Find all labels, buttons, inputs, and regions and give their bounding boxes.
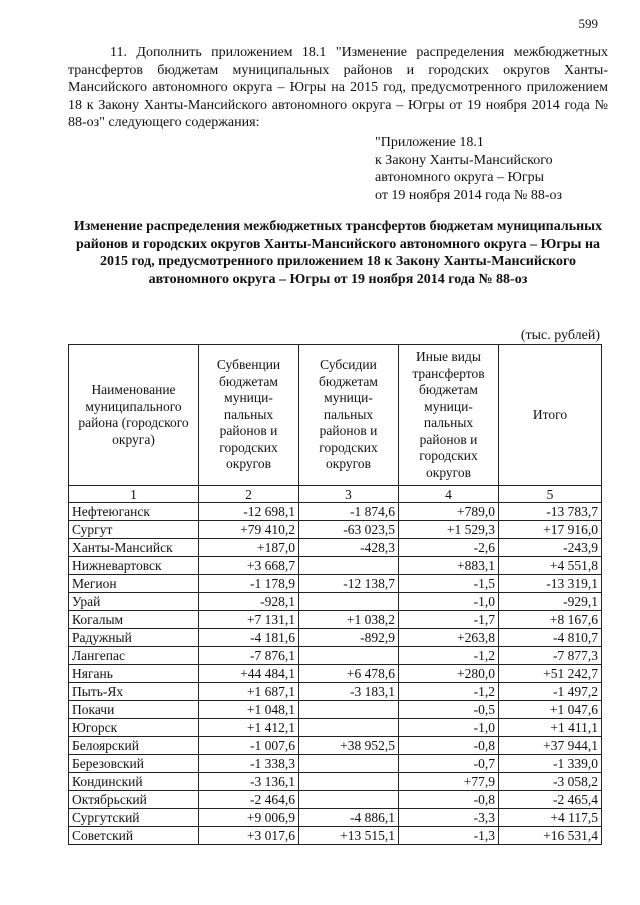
value-cell: +8 167,6: [499, 611, 602, 629]
municipality-name-cell: Нягань: [69, 665, 199, 683]
value-cell: -1,5: [399, 575, 499, 593]
value-cell: +3 017,6: [199, 827, 299, 845]
table-body: [69, 503, 602, 845]
value-cell: -929,1: [499, 593, 602, 611]
value-cell: +17 916,0: [499, 521, 602, 539]
value-cell: +16 531,4: [499, 827, 602, 845]
value-cell: -1 338,3: [199, 755, 299, 773]
value-cell: -1,0: [399, 593, 499, 611]
table-row: [69, 827, 602, 845]
table-row: [69, 809, 602, 827]
value-cell: +7 131,1: [199, 611, 299, 629]
page-number: 599: [578, 16, 598, 31]
municipality-name-cell: Лангепас: [69, 647, 199, 665]
appendix-ref-line: "Приложение 18.1: [375, 135, 484, 150]
table-row: [69, 503, 602, 521]
column-number: 5: [499, 486, 602, 503]
value-cell: [299, 593, 399, 611]
value-cell: -4 181,6: [199, 629, 299, 647]
municipality-name-cell: Радужный: [69, 629, 199, 647]
value-cell: +4 551,8: [499, 557, 602, 575]
value-cell: +4 117,5: [499, 809, 602, 827]
value-cell: -12 698,1: [199, 503, 299, 521]
value-cell: +1 687,1: [199, 683, 299, 701]
appendix-reference: [375, 134, 615, 204]
value-cell: +9 006,9: [199, 809, 299, 827]
value-cell: -3 058,2: [499, 773, 602, 791]
column-header: Наименование муниципального района (городского округа): [69, 345, 199, 486]
value-cell: +1 411,1: [499, 719, 602, 737]
value-cell: +3 668,7: [199, 557, 299, 575]
value-cell: +1 048,1: [199, 701, 299, 719]
value-cell: +1 529,3: [399, 521, 499, 539]
column-number-row: [69, 486, 602, 503]
municipality-name-cell: Нижневартовск: [69, 557, 199, 575]
value-cell: +263,8: [399, 629, 499, 647]
table-row: [69, 629, 602, 647]
table-row: [69, 593, 602, 611]
intro-paragraph: 11. Дополнить приложением 18.1 "Изменение распределения межбюджетных трансфертов бюджетам муниципальных районов и городских округов Ханты-Мансийского автономного округа – Югры на 2015 год, предусмотренного приложением 18 к Закону Ханты-Мансийского автономного округа – Югры от 19 ноября 2014 года № 88-оз" следующего содержания:: [68, 45, 608, 130]
municipality-name-cell: Октябрьский: [69, 791, 199, 809]
value-cell: +77,9: [399, 773, 499, 791]
municipality-name-cell: Сургут: [69, 521, 199, 539]
value-cell: +38 952,5: [299, 737, 399, 755]
value-cell: -243,9: [499, 539, 602, 557]
table-row: [69, 791, 602, 809]
value-cell: -892,9: [299, 629, 399, 647]
table-row: [69, 755, 602, 773]
value-cell: -3 183,1: [299, 683, 399, 701]
transfers-table: [68, 344, 602, 845]
value-cell: [299, 755, 399, 773]
table-row: [69, 539, 602, 557]
value-cell: [299, 791, 399, 809]
value-cell: +51 242,7: [499, 665, 602, 683]
municipality-name-cell: Урай: [69, 593, 199, 611]
value-cell: +883,1: [399, 557, 499, 575]
units-label: (тыс. рублей): [520, 328, 600, 343]
municipality-name-cell: Мегион: [69, 575, 199, 593]
value-cell: +6 478,6: [299, 665, 399, 683]
municipality-name-cell: Ханты-Мансийск: [69, 539, 199, 557]
table-row: [69, 773, 602, 791]
column-number: 3: [299, 486, 399, 503]
value-cell: +1 047,6: [499, 701, 602, 719]
column-header: Иные виды трансфертов бюджетам муници-пальных районов и городских округов: [399, 345, 499, 486]
value-cell: -2,6: [399, 539, 499, 557]
table-row: [69, 521, 602, 539]
value-cell: +79 410,2: [199, 521, 299, 539]
value-cell: -1,7: [399, 611, 499, 629]
municipality-name-cell: Березовский: [69, 755, 199, 773]
table-row: [69, 647, 602, 665]
value-cell: -1,2: [399, 683, 499, 701]
value-cell: +13 515,1: [299, 827, 399, 845]
value-cell: -1,3: [399, 827, 499, 845]
value-cell: [299, 773, 399, 791]
value-cell: -3,3: [399, 809, 499, 827]
column-number: 2: [199, 486, 299, 503]
value-cell: -4 810,7: [499, 629, 602, 647]
value-cell: +1 038,2: [299, 611, 399, 629]
value-cell: -1,2: [399, 647, 499, 665]
table-row: [69, 683, 602, 701]
value-cell: [299, 701, 399, 719]
value-cell: -13 783,7: [499, 503, 602, 521]
table-row: [69, 575, 602, 593]
column-header: Субвенции бюджетам муници-пальных районов и городских округов: [199, 345, 299, 486]
municipality-name-cell: Нефтеюганск: [69, 503, 199, 521]
column-number: 4: [399, 486, 499, 503]
value-cell: -1,0: [399, 719, 499, 737]
table-row: [69, 719, 602, 737]
municipality-name-cell: Сургутский: [69, 809, 199, 827]
table-row: [69, 557, 602, 575]
value-cell: -2 464,6: [199, 791, 299, 809]
table-row: [69, 665, 602, 683]
value-cell: -1 874,6: [299, 503, 399, 521]
value-cell: [299, 719, 399, 737]
appendix-ref-line: к Закону Ханты-Мансийского: [375, 152, 553, 168]
municipality-name-cell: Кондинский: [69, 773, 199, 791]
table-row: [69, 737, 602, 755]
value-cell: -7 877,3: [499, 647, 602, 665]
appendix-ref-line: от 19 ноября 2014 года № 88-оз: [375, 187, 563, 203]
municipality-name-cell: Югорск: [69, 719, 199, 737]
value-cell: -1 339,0: [499, 755, 602, 773]
appendix-ref-line: автономного округа – Югры: [375, 170, 544, 185]
value-cell: -4 886,1: [299, 809, 399, 827]
value-cell: -428,3: [299, 539, 399, 557]
value-cell: -63 023,5: [299, 521, 399, 539]
value-cell: -1 497,2: [499, 683, 602, 701]
value-cell: +44 484,1: [199, 665, 299, 683]
value-cell: -0,8: [399, 791, 499, 809]
value-cell: -1 007,6: [199, 737, 299, 755]
value-cell: -3 136,1: [199, 773, 299, 791]
value-cell: -12 138,7: [299, 575, 399, 593]
municipality-name-cell: Покачи: [69, 701, 199, 719]
document-title: Изменение распределения межбюджетных трансфертов бюджетам муниципальных районов и городских округов Ханты-Мансийского автономного округа – Югры на 2015 год, предусмотренного приложением 18 к Закону Ханты-Мансийского автономного округа – Югры от 19 ноября 2014 года № 88-оз: [73, 219, 603, 287]
value-cell: +789,0: [399, 503, 499, 521]
value-cell: -1 178,9: [199, 575, 299, 593]
municipality-name-cell: Советский: [69, 827, 199, 845]
table-row: [69, 611, 602, 629]
value-cell: +37 944,1: [499, 737, 602, 755]
value-cell: +187,0: [199, 539, 299, 557]
municipality-name-cell: Пыть-Ях: [69, 683, 199, 701]
value-cell: [299, 557, 399, 575]
value-cell: +1 412,1: [199, 719, 299, 737]
value-cell: -0,7: [399, 755, 499, 773]
column-number: 1: [69, 486, 199, 503]
value-cell: -13 319,1: [499, 575, 602, 593]
column-header: Субсидии бюджетам муници-пальных районов и городских округов: [299, 345, 399, 486]
value-cell: +280,0: [399, 665, 499, 683]
table-header-row: [69, 345, 602, 486]
value-cell: -0,8: [399, 737, 499, 755]
value-cell: -2 465,4: [499, 791, 602, 809]
value-cell: -0,5: [399, 701, 499, 719]
municipality-name-cell: Белоярский: [69, 737, 199, 755]
value-cell: [299, 647, 399, 665]
table-row: [69, 701, 602, 719]
column-header: Итого: [499, 345, 602, 486]
municipality-name-cell: Когалым: [69, 611, 199, 629]
value-cell: -928,1: [199, 593, 299, 611]
value-cell: -7 876,1: [199, 647, 299, 665]
